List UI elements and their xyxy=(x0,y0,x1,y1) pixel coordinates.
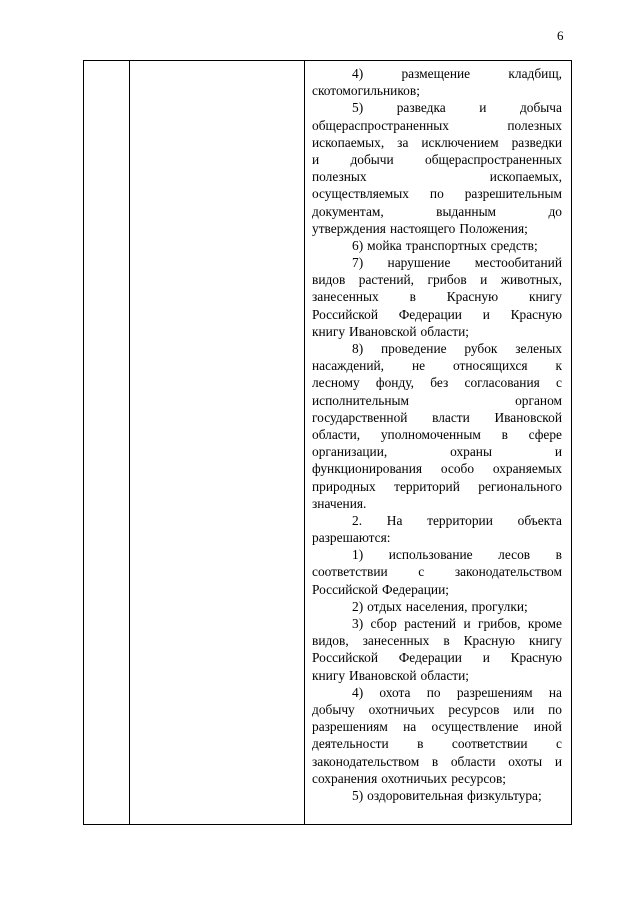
word: осуществление xyxy=(431,719,519,735)
word: транспортных xyxy=(405,237,487,253)
document-table xyxy=(83,60,572,825)
text-line xyxy=(312,65,562,82)
word: области; xyxy=(420,667,470,683)
word: осуществляемых xyxy=(312,186,409,202)
word: Красную xyxy=(510,650,562,666)
text-line xyxy=(312,512,562,529)
word: видов, xyxy=(312,633,349,649)
text-line xyxy=(312,581,562,598)
text-line xyxy=(312,787,562,804)
word: 3) xyxy=(352,616,364,631)
word: разрешаются: xyxy=(312,530,391,546)
word: Красную xyxy=(510,306,562,322)
word: исполнительным xyxy=(312,392,410,408)
word: Ивановской xyxy=(494,409,562,425)
word: на xyxy=(548,684,562,700)
word: мойка xyxy=(367,237,402,253)
text-line xyxy=(312,460,562,477)
word: или xyxy=(513,701,535,717)
text-line xyxy=(312,478,562,495)
word: организации, xyxy=(312,444,388,460)
text-line xyxy=(312,254,562,271)
word: кладбищ, xyxy=(508,66,562,81)
text-line xyxy=(312,271,562,288)
word: Красную xyxy=(446,289,499,305)
text-line xyxy=(312,667,562,684)
word: утверждения xyxy=(312,220,386,236)
text-line xyxy=(312,770,562,787)
word: растений, xyxy=(358,272,415,288)
word: Российской xyxy=(312,306,378,322)
word: книгу xyxy=(312,667,346,683)
word: рубок xyxy=(464,341,498,356)
word: фонду, xyxy=(375,375,414,391)
word: добычи xyxy=(350,151,394,167)
word: добыча xyxy=(519,100,562,116)
word: не xyxy=(411,358,426,374)
text-line xyxy=(312,82,562,99)
word: 2) xyxy=(352,598,364,614)
word: охота xyxy=(379,684,411,700)
word: лесному xyxy=(312,375,360,391)
text-line xyxy=(312,684,562,701)
word: разрешительным xyxy=(464,186,562,202)
word: документам, xyxy=(312,203,384,219)
page-number: 6 xyxy=(557,28,564,43)
word: скотомогильников; xyxy=(312,83,420,99)
word: уполномоченным xyxy=(380,426,481,442)
text-line xyxy=(312,237,562,254)
text-line xyxy=(312,443,562,460)
word: по xyxy=(429,186,444,202)
word: исключением xyxy=(421,134,499,150)
word: использование xyxy=(388,547,473,563)
word: без xyxy=(430,375,449,391)
word: законодательством xyxy=(454,564,562,580)
word: ископаемых, xyxy=(312,134,385,150)
text-line xyxy=(312,134,562,151)
word: выданным xyxy=(436,203,497,219)
word: книгу xyxy=(528,289,562,305)
word: полезных xyxy=(312,169,367,185)
word: значения. xyxy=(312,495,367,511)
word: до xyxy=(548,203,562,219)
word: и xyxy=(482,306,490,322)
word: 5) xyxy=(352,787,364,803)
word: 4) xyxy=(352,684,364,700)
text-line xyxy=(312,546,562,563)
text-line xyxy=(312,168,562,185)
word: 6) xyxy=(352,237,364,253)
word: в xyxy=(417,736,424,752)
word: сфере xyxy=(528,426,562,442)
text-line xyxy=(312,409,562,426)
word: полезных xyxy=(507,117,562,133)
word: относящихся xyxy=(452,358,528,374)
word: согласования xyxy=(464,375,540,391)
word: функционирования xyxy=(312,461,423,477)
text-line xyxy=(312,340,562,357)
word: за xyxy=(397,134,409,150)
word: размещение xyxy=(401,66,471,81)
text-line xyxy=(312,495,562,512)
word: насаждений, xyxy=(312,358,385,374)
word: охраняемых xyxy=(492,461,562,477)
word: отдых xyxy=(367,598,402,614)
word: занесенных xyxy=(312,289,379,305)
word: 8) xyxy=(352,341,364,356)
word: ископаемых, xyxy=(489,169,562,185)
text-line xyxy=(312,563,562,580)
word: объекта xyxy=(517,512,562,528)
word: с xyxy=(556,736,562,752)
text-line xyxy=(312,99,562,116)
word: общераспространенных xyxy=(425,151,562,167)
word: в xyxy=(501,426,508,442)
text-line xyxy=(312,649,562,666)
text-line xyxy=(312,220,562,237)
word: разрешениям xyxy=(312,719,388,735)
word: общераспространенных xyxy=(312,117,449,133)
word: Федерации xyxy=(398,306,462,322)
text-line xyxy=(312,426,562,443)
word: в xyxy=(431,753,439,769)
text-line xyxy=(312,529,562,546)
word: грибов, xyxy=(477,616,521,631)
word: разрешениям xyxy=(456,684,533,700)
word: охотничьих xyxy=(368,701,435,717)
word: книгу xyxy=(528,633,562,649)
word: иной xyxy=(533,719,562,735)
word: 1) xyxy=(352,547,364,563)
text-line xyxy=(312,615,562,632)
column-divider-2 xyxy=(304,61,305,824)
word: соответствии xyxy=(312,564,388,580)
word: охотничьих xyxy=(381,770,448,786)
text-line xyxy=(312,185,562,202)
word: по xyxy=(426,684,441,700)
word: особо xyxy=(440,461,475,477)
word: в xyxy=(409,289,416,305)
text-line xyxy=(312,151,562,168)
word: территории xyxy=(427,512,493,528)
text-line xyxy=(312,323,562,340)
word: и xyxy=(463,616,471,631)
word: нарушение xyxy=(387,255,451,271)
word: Положения; xyxy=(459,220,528,236)
word: Российской xyxy=(312,581,378,597)
word: области xyxy=(450,753,496,769)
word: 4) xyxy=(352,66,364,81)
word: охраны xyxy=(450,444,492,460)
word: грибов xyxy=(427,272,467,288)
word: населения, xyxy=(405,598,468,614)
word: лесов xyxy=(498,547,531,563)
word: На xyxy=(386,512,403,528)
word: охоты xyxy=(508,753,543,769)
word: разведка xyxy=(396,100,446,116)
word: к xyxy=(555,358,562,374)
text-line xyxy=(312,392,562,409)
text-line xyxy=(312,718,562,735)
word: сохранения xyxy=(312,770,378,786)
text-line xyxy=(312,374,562,391)
word: прогулки; xyxy=(471,598,528,614)
text-line xyxy=(312,306,562,323)
word: Российской xyxy=(312,650,378,666)
word: физкультура; xyxy=(467,787,542,803)
word: ресурсов xyxy=(448,701,500,717)
word: Красную xyxy=(463,633,516,649)
word: и xyxy=(482,650,490,666)
word: растений xyxy=(404,616,457,631)
word: регионального xyxy=(478,478,562,494)
text-line xyxy=(312,288,562,305)
word: законодательством xyxy=(312,753,420,769)
text-line xyxy=(312,632,562,649)
word: кроме xyxy=(527,616,562,631)
word: соответствии xyxy=(451,736,528,752)
word: по xyxy=(548,701,562,717)
word: власти xyxy=(432,409,470,425)
word: и xyxy=(479,100,487,116)
text-line xyxy=(312,753,562,770)
word: на xyxy=(403,719,417,735)
word: Ивановской xyxy=(349,323,417,339)
word: местообитаний xyxy=(474,255,562,271)
word: животных, xyxy=(500,272,562,288)
text-line xyxy=(312,203,562,220)
text-line xyxy=(312,598,562,615)
word: органом xyxy=(515,392,562,408)
word: проведение xyxy=(380,341,447,356)
word: территорий xyxy=(394,478,460,494)
word: и xyxy=(554,444,562,460)
word: видов xyxy=(312,272,346,288)
word: ресурсов; xyxy=(451,770,507,786)
word: 7) xyxy=(352,255,364,271)
word: Федерации xyxy=(398,650,462,666)
word: деятельности xyxy=(312,736,389,752)
word: 5) xyxy=(352,100,364,116)
word: и xyxy=(480,272,488,288)
word: 2. xyxy=(352,512,363,528)
word: занесенных xyxy=(362,633,430,649)
table-cell-text xyxy=(312,65,562,804)
word: области; xyxy=(420,323,470,339)
word: добычу xyxy=(312,701,355,717)
word: и xyxy=(554,753,562,769)
word: оздоровительная xyxy=(367,787,464,803)
word: средств; xyxy=(490,237,538,253)
word: государственной xyxy=(312,409,408,425)
word: Ивановской xyxy=(349,667,417,683)
text-line xyxy=(312,701,562,718)
word: в xyxy=(443,633,450,649)
word: в xyxy=(555,547,562,563)
word: с xyxy=(556,375,562,391)
word: книгу xyxy=(312,323,346,339)
word: Федерации; xyxy=(382,581,449,597)
text-line xyxy=(312,117,562,134)
word: с xyxy=(418,564,425,580)
word: зеленых xyxy=(515,341,562,356)
word: и xyxy=(312,151,320,167)
word: настоящего xyxy=(389,220,456,236)
word: разведки xyxy=(511,134,562,150)
column-divider-1 xyxy=(129,61,130,824)
word: природных xyxy=(312,478,376,494)
text-line xyxy=(312,357,562,374)
text-line xyxy=(312,735,562,752)
word: области, xyxy=(312,426,361,442)
word: сбор xyxy=(370,616,397,631)
